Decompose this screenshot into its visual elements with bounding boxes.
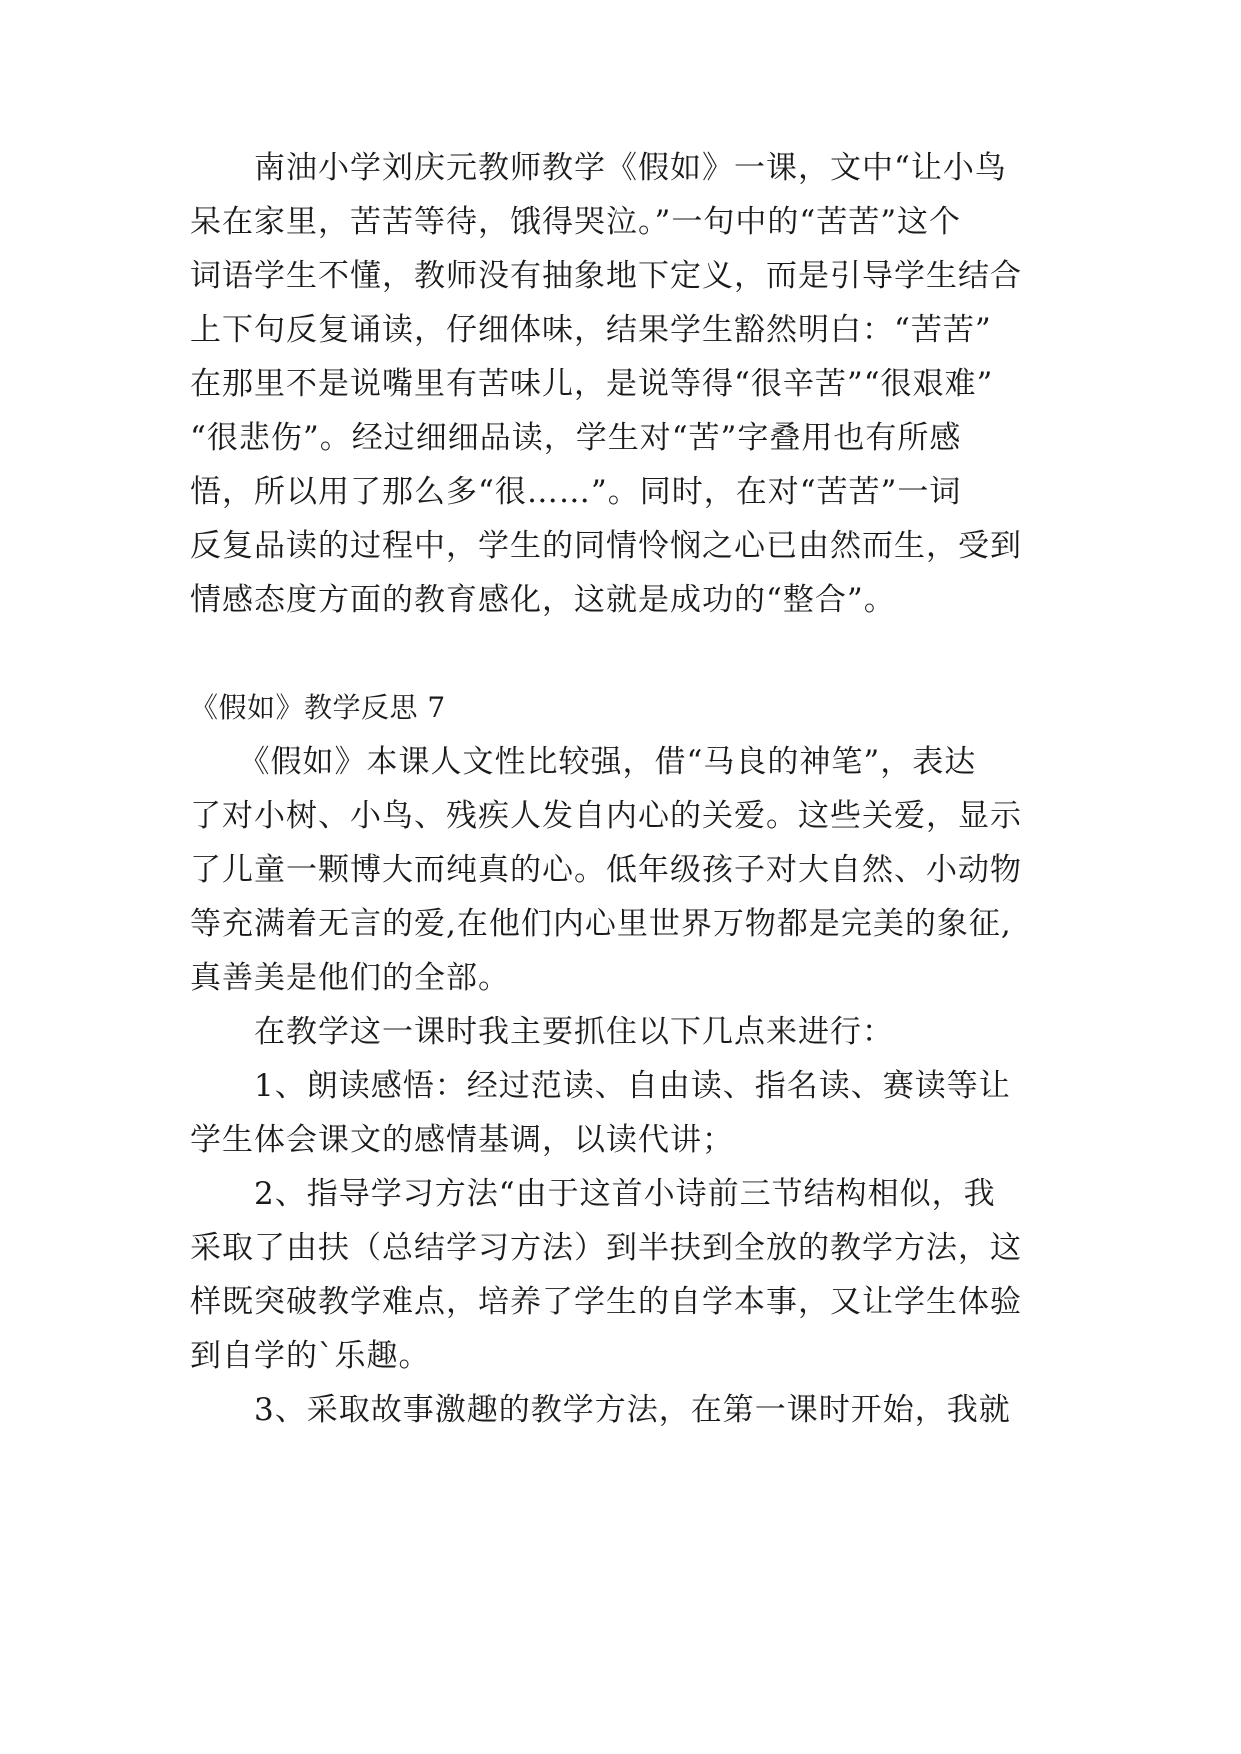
list-item-2-line-1: 2、指导学习方法“由于这首小诗前三节结构相似，我	[190, 1176, 996, 1212]
paragraph-1-line-8: 反复品读的过程中，学生的同情怜悯之心已由然而生，受到	[190, 528, 1022, 564]
paragraph-2-line-1: 《假如》本课人文性比较强，借“马良的神笔”，表达	[190, 744, 977, 780]
paragraph-1-line-6: “很悲伤”。经过细细品读，学生对“苦”字叠用也有所感	[190, 420, 962, 456]
list-item-2-line-3: 样既突破教学难点，培养了学生的自学本事，又让学生体验	[190, 1284, 1022, 1320]
paragraph-2-line-4: 等充满着无言的爱,在他们内心里世界万物都是完美的象征,	[190, 906, 1012, 942]
paragraph-1-line-3: 词语学生不懂，教师没有抽象地下定义，而是引导学生结合	[190, 258, 1022, 294]
paragraph-3-line-1: 在教学这一课时我主要抓住以下几点来进行：	[190, 1014, 894, 1050]
paragraph-2-line-3: 了儿童一颗博大而纯真的心。低年级孩子对大自然、小动物	[190, 852, 1022, 888]
paragraph-1-line-5: 在那里不是说嘴里有苦味儿，是说等得“很辛苦”“很艰难”	[190, 366, 994, 402]
paragraph-1-line-1: 南油小学刘庆元教师教学《假如》一课，文中“让小鸟	[190, 150, 1007, 186]
section-title: 《假如》教学反思 7	[190, 691, 446, 724]
list-item-1-line-2: 学生体会课文的感情基调，以读代讲；	[190, 1122, 734, 1158]
paragraph-2-line-5: 真善美是他们的全部。	[190, 960, 510, 996]
list-item-3-line-1: 3、采取故事激趣的教学方法，在第一课时开始，我就	[190, 1392, 1011, 1428]
paragraph-1-line-2: 呆在家里，苦苦等待，饿得哭泣。”一句中的“苦苦”这个	[190, 204, 962, 240]
paragraph-1-line-4: 上下句反复诵读，仔细体味，结果学生豁然明白：“苦苦”	[190, 312, 992, 348]
list-item-2-line-4: 到自学的`乐趣。	[190, 1338, 431, 1374]
paragraph-1-line-7: 悟，所以用了那么多“很……”。同时，在对“苦苦”一词	[190, 474, 962, 510]
list-item-1-line-1: 1、朗读感悟：经过范读、自由读、指名读、赛读等让	[190, 1068, 1011, 1104]
paragraph-2-line-2: 了对小树、小鸟、残疾人发自内心的关爱。这些关爱，显示	[190, 798, 1022, 834]
paragraph-1-line-9: 情感态度方面的教育感化，这就是成功的“整合”。	[190, 582, 896, 618]
list-item-2-line-2: 采取了由扶（总结学习方法）到半扶到全放的教学方法，这	[190, 1230, 1022, 1266]
